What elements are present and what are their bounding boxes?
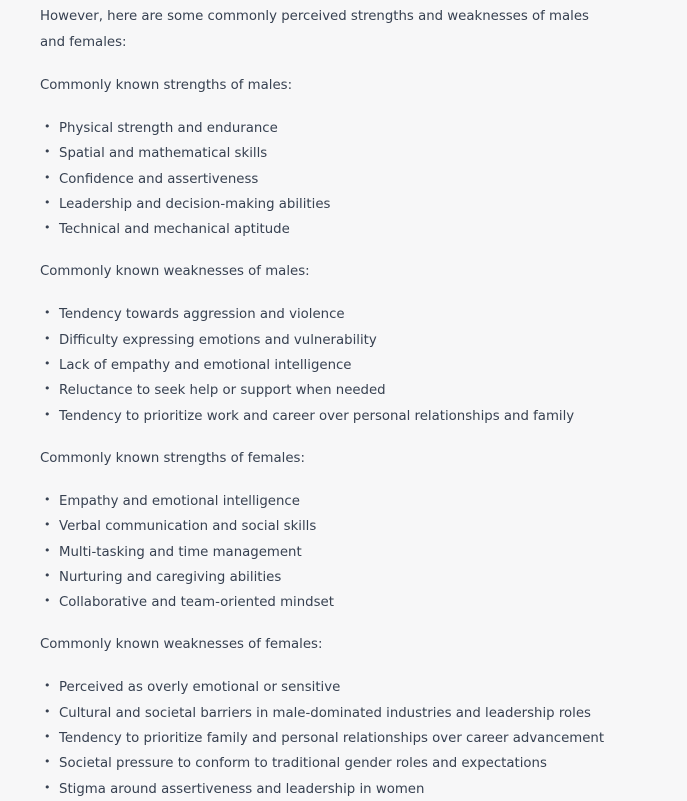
list-item-text: Perceived as overly emotional or sensitive bbox=[59, 680, 341, 696]
list-item bbox=[40, 777, 647, 801]
bullet-icon: • bbox=[44, 145, 51, 159]
list-item bbox=[40, 141, 647, 166]
list-item-text: Difficulty expressing emotions and vulnerability bbox=[59, 332, 377, 348]
female-strengths-list bbox=[40, 489, 647, 615]
bullet-icon: • bbox=[44, 755, 51, 769]
list-item-text: Empathy and emotional intelligence bbox=[59, 493, 300, 509]
bullet-icon: • bbox=[44, 518, 51, 532]
list-item-text: Technical and mechanical aptitude bbox=[59, 222, 290, 238]
list-item bbox=[40, 167, 647, 192]
bullet-icon: • bbox=[44, 679, 51, 693]
list-item-text: Lack of empathy and emotional intelligence bbox=[59, 358, 352, 374]
list-item-text: Leadership and decision-making abilities bbox=[59, 196, 331, 212]
list-item-text: Stigma around assertiveness and leadership in women bbox=[59, 781, 425, 797]
list-item-text: Multi-tasking and time management bbox=[59, 544, 302, 560]
list-item-text: Confidence and assertiveness bbox=[59, 171, 259, 187]
bullet-icon: • bbox=[44, 195, 51, 209]
bullet-icon: • bbox=[44, 306, 51, 320]
female-weaknesses-list bbox=[40, 675, 647, 801]
list-item bbox=[40, 192, 647, 217]
bullet-icon: • bbox=[44, 730, 51, 744]
bullet-icon: • bbox=[44, 221, 51, 235]
list-item bbox=[40, 116, 647, 141]
list-item-text: Reluctance to seek help or support when needed bbox=[59, 383, 386, 399]
bullet-icon: • bbox=[44, 543, 51, 557]
list-item bbox=[40, 378, 647, 403]
list-item-text: Collaborative and team-oriented mindset bbox=[59, 595, 334, 611]
list-item-text: Physical strength and endurance bbox=[59, 121, 278, 136]
list-item-text: Cultural and societal barriers in male-dominated industries and leadership roles bbox=[59, 705, 591, 721]
bullet-icon: • bbox=[44, 704, 51, 718]
section-heading-female-strengths: Commonly known strengths of females: bbox=[40, 450, 305, 466]
list-item bbox=[40, 726, 647, 751]
list-item bbox=[40, 565, 647, 590]
section-heading-male-weaknesses: Commonly known weaknesses of males: bbox=[40, 264, 310, 280]
list-item-text: Tendency to prioritize work and career over personal relationships and family bbox=[59, 408, 575, 424]
bullet-icon: • bbox=[44, 492, 51, 506]
list-item bbox=[40, 353, 647, 378]
bullet-icon: • bbox=[44, 357, 51, 371]
list-item bbox=[40, 404, 647, 429]
bullet-icon: • bbox=[44, 780, 51, 794]
list-item-text: Spatial and mathematical skills bbox=[59, 146, 268, 162]
bullet-icon: • bbox=[44, 170, 51, 184]
list-item bbox=[40, 701, 647, 726]
list-item bbox=[40, 217, 647, 242]
list-item bbox=[40, 328, 647, 353]
list-item bbox=[40, 540, 647, 565]
list-item bbox=[40, 751, 647, 776]
list-item-text: Tendency towards aggression and violence bbox=[59, 307, 345, 323]
list-item-text: Societal pressure to conform to traditional gender roles and expectations bbox=[59, 756, 547, 772]
list-item-text: Verbal communication and social skills bbox=[59, 519, 317, 535]
list-item bbox=[40, 675, 647, 700]
list-item-text: Nurturing and caregiving abilities bbox=[59, 569, 282, 585]
male-strengths-list bbox=[40, 116, 647, 242]
bullet-icon: • bbox=[44, 594, 51, 608]
list-item bbox=[40, 302, 647, 327]
bullet-icon: • bbox=[44, 568, 51, 582]
bullet-icon: • bbox=[44, 331, 51, 345]
male-weaknesses-list bbox=[40, 302, 647, 428]
bullet-icon: • bbox=[44, 382, 51, 396]
section-heading-male-strengths: Commonly known strengths of males: bbox=[40, 78, 293, 93]
bullet-icon: • bbox=[44, 407, 51, 421]
intro-paragraph: However, here are some commonly perceived strengths and weaknesses of males and females: bbox=[40, 9, 589, 50]
list-item bbox=[40, 590, 647, 615]
list-item bbox=[40, 489, 647, 514]
list-item-text: Tendency to prioritize family and personal relationships over career advancement bbox=[59, 731, 605, 747]
list-item bbox=[40, 514, 647, 539]
section-heading-female-weaknesses: Commonly known weaknesses of females: bbox=[40, 637, 323, 653]
bullet-icon: • bbox=[44, 120, 51, 133]
